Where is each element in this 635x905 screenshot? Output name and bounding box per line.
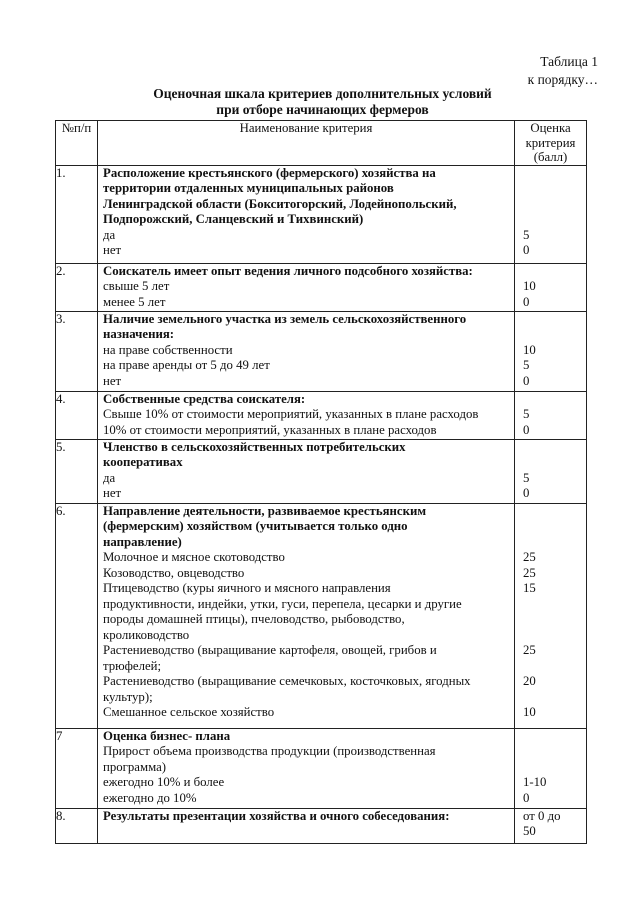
criterion-option-line xyxy=(98,824,514,840)
score-value xyxy=(515,519,586,535)
score-value xyxy=(515,440,586,456)
criterion-option-line: нет xyxy=(103,486,122,500)
header-criterion-name: Наименование критерия xyxy=(98,121,515,166)
score-value: 50 xyxy=(523,824,536,838)
criterion-score xyxy=(515,728,587,808)
score-value: 0 xyxy=(523,243,530,257)
score-value xyxy=(515,181,586,197)
criterion-option-line: 10% от стоимости мероприятий, указанных в плане расходов xyxy=(103,422,437,437)
score-value xyxy=(515,744,586,760)
score-value: 25 xyxy=(523,565,536,580)
criterion-description xyxy=(98,808,515,843)
score-value: 15 xyxy=(523,581,536,595)
criteria-table xyxy=(55,120,587,844)
criterion-heading-line: назначения: xyxy=(103,327,175,341)
document-title xyxy=(0,86,635,118)
score-value: 0 xyxy=(523,294,530,309)
criterion-heading-line: Собственные средства соискателя: xyxy=(103,391,306,406)
criteria-table-body xyxy=(56,165,587,843)
criterion-row xyxy=(56,728,587,808)
criterion-option-line: свыше 5 лет xyxy=(103,279,170,293)
criterion-option-line: Птицеводство (куры яичного и мясного направления xyxy=(103,581,391,595)
criterion-option-line: Свыше 10% от стоимости мероприятий, указанных в плане расходов xyxy=(103,407,479,421)
criterion-heading-line: Членство в сельскохозяйственных потребительских xyxy=(103,439,406,454)
table-caption xyxy=(528,53,598,89)
criterion-option-line: Смешанное сельское хозяйство xyxy=(103,705,275,719)
criterion-option-line: на праве аренды от 5 до 49 лет xyxy=(103,358,270,372)
criterion-number: 6. xyxy=(56,503,98,728)
score-value xyxy=(515,312,586,328)
score-value: 0 xyxy=(523,422,530,437)
criterion-description xyxy=(98,439,515,503)
criterion-score xyxy=(515,311,587,391)
criterion-heading-line: Расположение крестьянского (фермерского) хозяйства на xyxy=(103,165,436,180)
criterion-heading-line: Направление деятельности, развиваемое крестьянским xyxy=(103,503,427,518)
criterion-heading-line: направление) xyxy=(103,534,182,549)
score-value xyxy=(515,535,586,551)
criterion-heading-line: Ленинградской области (Бокситогорский, Лодейнопольский, xyxy=(103,196,457,211)
title-line-1: Оценочная шкала критериев дополнительных условий xyxy=(153,86,492,101)
score-value xyxy=(515,392,586,408)
criterion-option-line: Прирост объема производства продукции (производственная xyxy=(103,744,436,758)
header-score xyxy=(515,121,587,166)
criterion-option-line: нет xyxy=(103,373,122,388)
criterion-option-line: да xyxy=(103,227,116,242)
criterion-score xyxy=(515,165,587,263)
criterion-number: 3. xyxy=(56,311,98,391)
criterion-heading-line: Наличие земельного участка из земель сельскохозяйственного xyxy=(103,311,467,326)
criterion-option-line: Молочное и мясное скотоводство xyxy=(103,550,285,564)
criterion-heading-line: территории отдаленных муниципальных районов xyxy=(103,181,394,195)
criterion-option-line: Козоводство, овцеводство xyxy=(103,565,245,580)
score-value: 10 xyxy=(523,705,536,719)
criterion-heading-line: кооперативах xyxy=(103,455,183,469)
score-value: 5 xyxy=(523,470,530,485)
criterion-number: 1. xyxy=(56,165,98,263)
score-value xyxy=(515,504,586,520)
score-value xyxy=(515,197,586,213)
criterion-score xyxy=(515,263,587,311)
criterion-heading-line: Результаты презентации хозяйства и очного собеседования: xyxy=(103,808,450,823)
score-value: 5 xyxy=(523,227,530,242)
table-label: Таблица 1 xyxy=(540,54,598,69)
score-value xyxy=(515,628,586,644)
criterion-description xyxy=(98,728,515,808)
criterion-description xyxy=(98,503,515,728)
criterion-option-line: породы домашней птицы), пчеловодство, рыбоводство, xyxy=(103,612,405,626)
criterion-option-line: кролиководство xyxy=(103,627,190,642)
score-value xyxy=(515,212,586,228)
criterion-heading-line: Оценка бизнес- плана xyxy=(103,728,231,743)
criterion-option-line: культур); xyxy=(103,689,153,704)
header-score-line: (балл) xyxy=(533,150,568,164)
score-value xyxy=(515,690,586,706)
criterion-number: 7 xyxy=(56,728,98,808)
title-line-2: при отборе начинающих фермеров xyxy=(216,102,429,117)
score-value xyxy=(515,455,586,471)
criterion-row xyxy=(56,503,587,728)
score-value: 0 xyxy=(523,373,530,388)
score-value: 25 xyxy=(523,550,536,564)
table-header-row xyxy=(56,121,587,166)
criterion-score xyxy=(515,391,587,439)
criterion-number: 2. xyxy=(56,263,98,311)
score-value: 5 xyxy=(523,358,530,372)
score-value xyxy=(515,166,586,182)
criterion-option-line: Растениеводство (выращивание картофеля, овощей, грибов и xyxy=(103,643,437,657)
criterion-option-line: продуктивности, индейки, утки, гуси, перепела, цесарки и другие xyxy=(103,596,462,611)
criterion-score xyxy=(515,439,587,503)
criterion-number: 5. xyxy=(56,439,98,503)
criterion-heading-line: (фермерским) хозяйством (учитывается только одно xyxy=(103,519,408,533)
criterion-number: 8. xyxy=(56,808,98,843)
criterion-option-line: нет xyxy=(103,243,122,257)
criterion-option-line: ежегодно до 10% xyxy=(103,790,197,805)
header-score-line: Оценка xyxy=(530,121,571,135)
header-score-line: критерия xyxy=(525,135,576,150)
score-value xyxy=(515,597,586,613)
score-value: 20 xyxy=(523,674,536,688)
criterion-description xyxy=(98,391,515,439)
score-value xyxy=(515,612,586,628)
score-value xyxy=(515,327,586,343)
score-value xyxy=(515,659,586,675)
criterion-number: 4. xyxy=(56,391,98,439)
criterion-row xyxy=(56,391,587,439)
criterion-row xyxy=(56,263,587,311)
score-value: 10 xyxy=(523,279,536,293)
score-value xyxy=(515,760,586,776)
score-value xyxy=(515,264,586,280)
header-number: №п/п xyxy=(56,121,98,166)
score-value: 0 xyxy=(523,486,530,500)
criterion-row xyxy=(56,439,587,503)
criterion-row xyxy=(56,165,587,263)
criterion-option-line: менее 5 лет xyxy=(103,294,166,309)
criterion-row xyxy=(56,311,587,391)
criterion-option-line: программа) xyxy=(103,759,167,774)
score-value: от 0 до xyxy=(523,808,561,823)
criterion-option-line: трюфелей; xyxy=(103,658,162,673)
criterion-description xyxy=(98,165,515,263)
criterion-score xyxy=(515,503,587,728)
criterion-option-line: на праве собственности xyxy=(103,342,233,357)
criterion-option-line: ежегодно 10% и более xyxy=(103,775,225,789)
score-value: 25 xyxy=(523,643,536,657)
criterion-description xyxy=(98,311,515,391)
criterion-option-line: Растениеводство (выращивание семечковых, косточковых, ягодных xyxy=(103,674,471,688)
score-value xyxy=(515,729,586,745)
score-value: 0 xyxy=(523,790,530,805)
criterion-row xyxy=(56,808,587,843)
order-reference: к порядку… xyxy=(527,72,598,87)
criterion-option-line: да xyxy=(103,470,116,485)
score-value: 1-10 xyxy=(523,775,547,789)
criterion-heading-line: Подпорожский, Сланцевский и Тихвинский) xyxy=(103,212,364,226)
criterion-score xyxy=(515,808,587,843)
criterion-heading-line: Соискатель имеет опыт ведения личного подсобного хозяйства: xyxy=(103,263,473,278)
score-value: 5 xyxy=(523,407,530,421)
score-value: 10 xyxy=(523,342,536,357)
criterion-description xyxy=(98,263,515,311)
